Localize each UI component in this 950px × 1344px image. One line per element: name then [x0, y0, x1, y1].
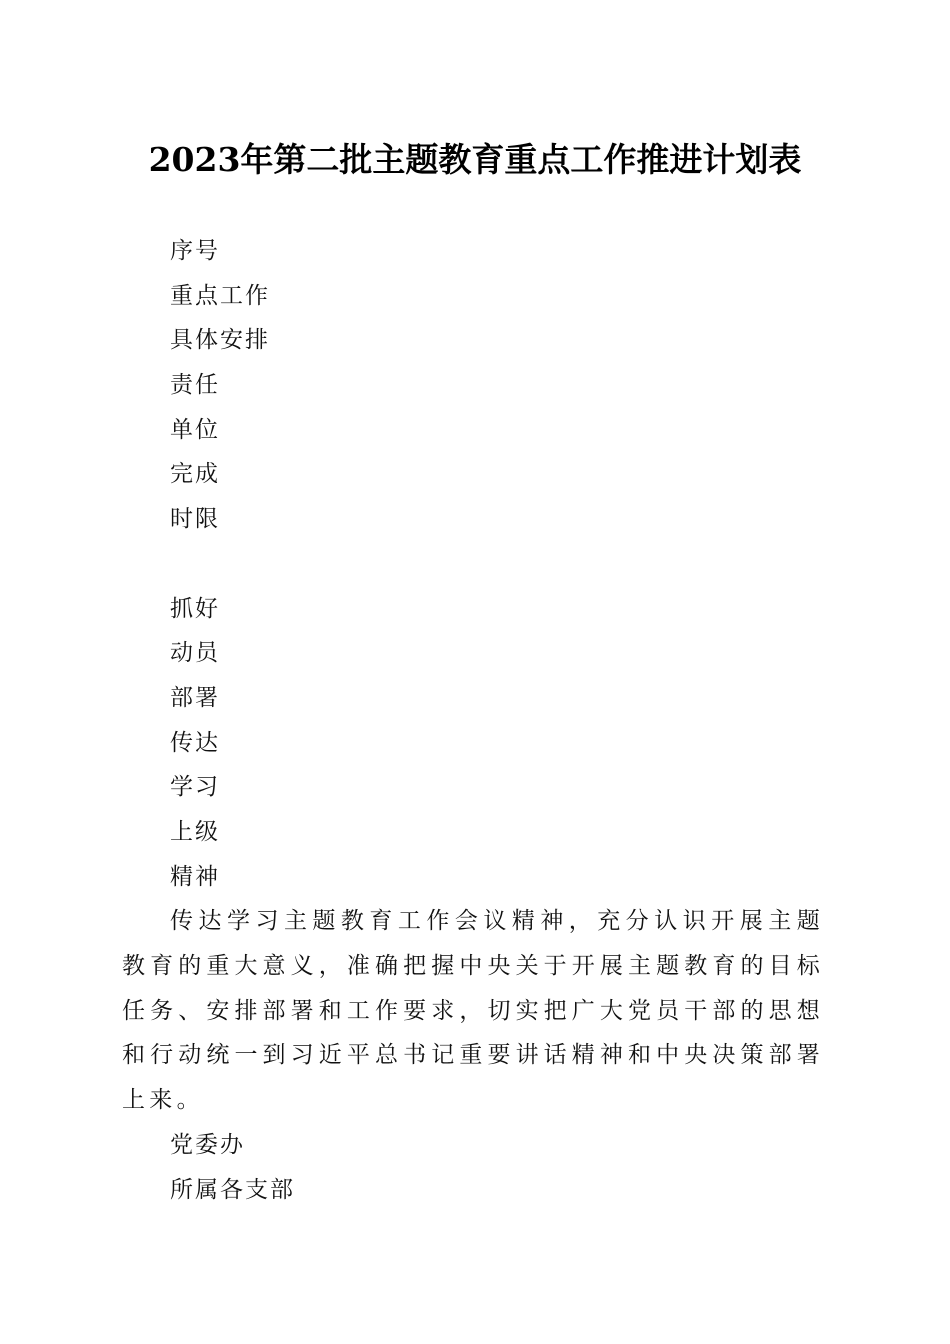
document-body	[122, 229, 824, 1212]
unit-line: 所属各支部	[170, 1176, 295, 1203]
document-title: 2023年第二批主题教育重点工作推进计划表	[148, 140, 802, 179]
arrangement-paragraph: 传达学习主题教育工作会议精神，充分认识开展主题教育的重大意义，准确把握中央关于开展主题教育的目标任务、安排部署和工作要求，切实把广大党员干部的思想和行动统一到习近平总书记重要讲话精神和中央决策部署上来。	[122, 908, 824, 1114]
unit-line: 党委办	[170, 1131, 245, 1158]
header-line-complete: 完成	[170, 461, 220, 488]
header-line-responsibility: 责任	[170, 372, 220, 399]
item-line: 抓好	[170, 595, 220, 622]
item-line: 精神	[170, 863, 220, 890]
header-line-deadline: 时限	[170, 506, 220, 533]
item-line: 学习	[170, 774, 220, 801]
blank-line	[122, 542, 824, 587]
item-line: 动员	[170, 640, 220, 667]
item-line: 部署	[170, 684, 220, 711]
header-line-seq: 序号	[170, 238, 220, 264]
header-line-key-work: 重点工作	[170, 282, 270, 309]
item-line: 传达	[170, 729, 220, 756]
item-line: 上级	[170, 818, 220, 845]
header-line-arrangement: 具体安排	[170, 327, 270, 354]
header-line-unit: 单位	[170, 416, 220, 443]
